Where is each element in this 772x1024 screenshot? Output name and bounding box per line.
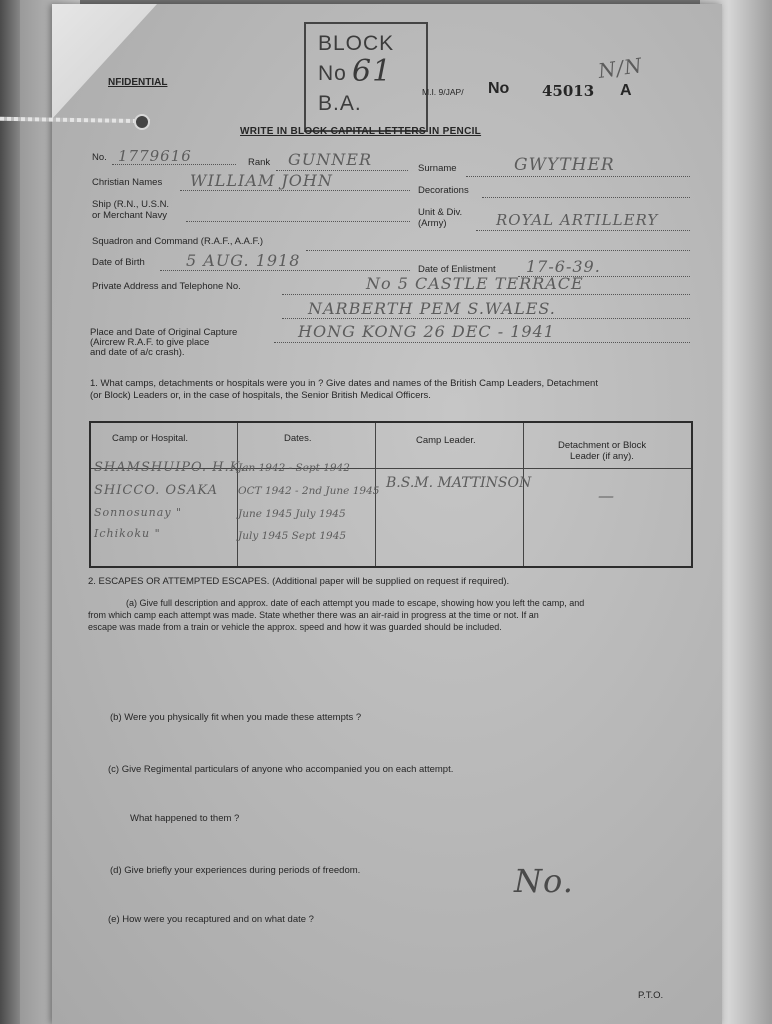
address-line-1: No 5 CASTLE TERRACE: [366, 274, 584, 293]
christian-names-value: WILLIAM JOHN: [190, 171, 333, 190]
question-2a-line-1: (a) Give full description and approx. date of each attempt you made to escape, showing how you left the camp, and: [126, 598, 585, 608]
enlistment-value: 17-6-39.: [526, 257, 601, 276]
table-camp-leader: B.S.M. MATTINSON: [386, 475, 532, 491]
question-2d-answer: No.: [514, 862, 574, 900]
christian-names-label: Christian Names: [92, 177, 163, 188]
please-turn-over: P.T.O.: [638, 990, 664, 1001]
rank-value: GUNNER: [288, 150, 372, 169]
handwritten-top-mark: N/N: [596, 53, 645, 83]
table-header-camp: Camp or Hospital.: [112, 433, 189, 444]
service-number-label: No.: [92, 152, 107, 163]
ship-label-line2: or Merchant Navy: [92, 210, 167, 221]
squadron-label: Squadron and Command (R.A.F., A.A.F.): [92, 236, 264, 247]
date-of-birth-value: 5 AUG. 1918: [186, 251, 301, 270]
question-2c: (c) Give Regimental particulars of anyone who accompanied you on each attempt.: [108, 764, 454, 775]
date-of-birth-label: Date of Birth: [92, 257, 145, 268]
question-2e: (e) How were you recaptured and on what date ?: [108, 914, 314, 925]
table-detachment-leader: —: [598, 486, 615, 505]
address-label: Private Address and Telephone No.: [92, 281, 241, 292]
question-2c-followup: What happened to them ?: [130, 813, 240, 824]
question-1-line-1: 1. What camps, detachments or hospitals were you in ? Give dates and names of the British Camp Leaders, Detachment: [90, 378, 598, 389]
confidential-label: NFIDENTIAL: [108, 77, 168, 88]
table-row-2-dates: OCT 1942 - 2nd June 1945: [238, 485, 380, 497]
punch-hole: [134, 114, 150, 130]
capture-label-line2: (Aircrew R.A.F. to give place: [90, 337, 210, 348]
form-suffix: A: [620, 82, 632, 99]
table-row-4-dates: July 1945 Sept 1945: [238, 530, 347, 542]
table-header-detachment: Detachment or Block: [558, 440, 647, 451]
question-2-title: 2. ESCAPES OR ATTEMPTED ESCAPES. (Additional paper will be supplied on request if required).: [88, 576, 510, 587]
address-line-2: NARBERTH PEM S.WALES.: [308, 299, 556, 318]
question-2b: (b) Were you physically fit when you made these attempts ?: [110, 712, 362, 723]
capture-label-line3: and date of a/c crash).: [90, 347, 185, 358]
mi-reference: M.I. 9/JAP/: [422, 87, 464, 97]
table-row-4-camp: Ichikoku ": [94, 527, 161, 540]
table-row-1-camp: SHAMSHUIPO. H.K.: [94, 460, 246, 475]
stamp-line2: No: [318, 62, 347, 85]
stamp-line3: B.A.: [318, 92, 362, 115]
service-number-value: 1779616: [118, 147, 192, 165]
table-row-1-dates: Jan 1942 - Sept 1942: [238, 462, 350, 474]
table-header-leader: Camp Leader.: [416, 435, 476, 446]
unit-label-line2: (Army): [418, 218, 447, 229]
table-row-3-dates: June 1945 July 1945: [238, 508, 346, 520]
capture-value: HONG KONG 26 DEC - 1941: [298, 322, 555, 341]
question-2a-line-2: from which camp each attempt was made. State whether there was an air-raid in progress at the time or not. If an: [88, 610, 539, 620]
ship-label-line1: Ship (R.N., U.S.N.: [92, 199, 170, 210]
stamp-line1: BLOCK: [318, 32, 395, 55]
rank-label: Rank: [248, 157, 271, 168]
instruction-heading: WRITE IN BLOCK CAPITAL LETTERS IN PENCIL: [240, 126, 482, 137]
table-row-2-camp: SHICCO. OSAKA: [94, 483, 218, 498]
table-header-dates: Dates.: [284, 433, 312, 444]
surname-label: Surname: [418, 163, 457, 174]
decorations-label: Decorations: [418, 185, 469, 196]
table-header-detachment-2: Leader (if any).: [570, 451, 634, 462]
capture-label-line1: Place and Date of Original Capture: [90, 327, 238, 338]
question-1-line-2: (or Block) Leaders or, in the case of hospitals, the Senior British Medical Officers.: [90, 390, 431, 401]
form-number: 45013: [542, 82, 595, 100]
table-row-3-camp: Sonnosunay ": [94, 506, 183, 519]
unit-label-line1: Unit & Div.: [418, 207, 463, 218]
stamp-block-number: 61: [352, 54, 393, 89]
surname-value: GWYTHER: [514, 155, 615, 175]
block-stamp: [304, 22, 428, 132]
question-2d: (d) Give briefly your experiences during periods of freedom.: [110, 865, 361, 876]
unit-value: ROYAL ARTILLERY: [496, 211, 659, 229]
enlistment-label: Date of Enlistment: [418, 264, 496, 275]
form-number-label: No: [488, 80, 510, 97]
question-2a-line-3: escape was made from a train or vehicle the approx. speed and how it was guarded should be included.: [88, 622, 502, 632]
